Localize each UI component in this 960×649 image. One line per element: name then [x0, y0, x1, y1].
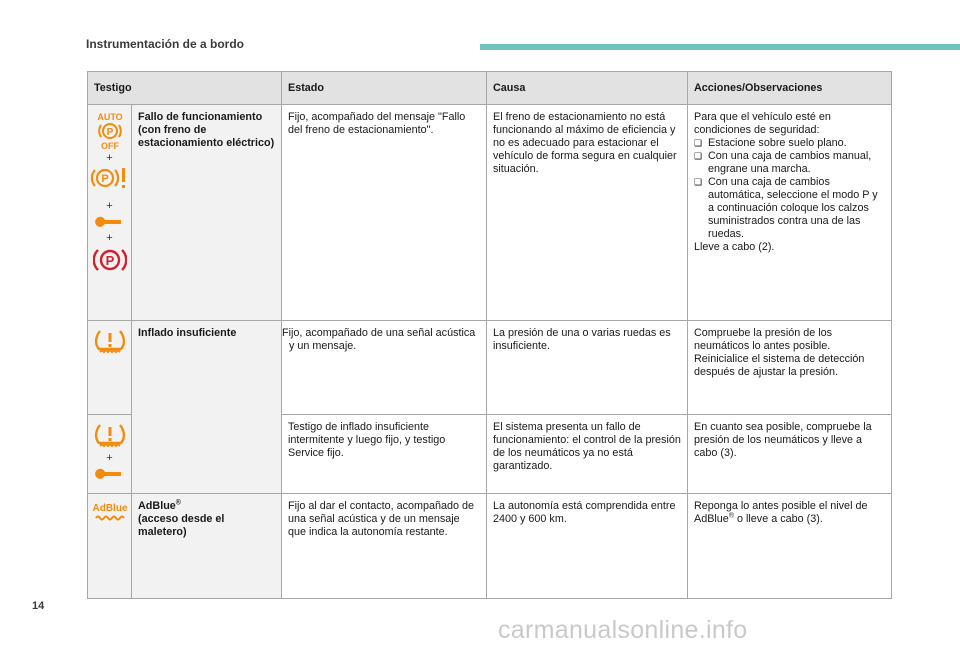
estado-cell: Fijo al dar el contacto, acompañado de una señal acústica y de un mensaje que indica la autonomía restante.	[282, 494, 487, 599]
adblue-icon-label: AdBlue	[92, 503, 127, 514]
testigo-name: Fallo de funcionamiento (con freno de estacionamiento eléctrico)	[132, 105, 282, 321]
acciones-text: Reponga lo antes posible el nivel de AdBlue	[694, 500, 868, 525]
svg-text:AUTO: AUTO	[96, 112, 123, 122]
plus-sign: +	[106, 452, 113, 464]
column-header-acciones: Acciones/Observaciones	[688, 72, 892, 105]
list-item: ❑ Con una caja de cambios manual, engrane una marcha.	[694, 150, 885, 176]
acciones-cell	[688, 494, 892, 599]
svg-text:P: P	[105, 253, 114, 268]
causa-cell: El freno de estacionamiento no está funcionando al máximo de eficiencia y no es adecuado para estacionar el vehículo de forma segura en cualquier situación.	[487, 105, 688, 321]
plus-sign: +	[106, 232, 113, 244]
causa-cell: La presión de una o varias ruedas es insuficiente.	[487, 321, 688, 415]
testigo-name	[132, 494, 282, 599]
plus-sign: +	[106, 152, 113, 164]
registered-mark: ®	[175, 499, 181, 507]
column-header-causa: Causa	[487, 72, 688, 105]
column-header-estado: Estado	[282, 72, 487, 105]
testigo-icons-cell	[88, 415, 132, 494]
acciones-cell: En cuanto sea posible, compruebe la presión de los neumáticos y lleve a cabo (3).	[688, 415, 892, 494]
estado-cell: Testigo de inflado insuficiente intermitente y luego fijo, y testigo Service fijo.	[282, 415, 487, 494]
acciones-cell	[688, 105, 892, 321]
warning-lamps-table	[87, 71, 892, 599]
causa-cell: La autonomía está comprendida entre 2400 y 600 km.	[487, 494, 688, 599]
service-wrench-icon	[93, 213, 127, 231]
adblue-name: AdBlue	[138, 500, 176, 512]
list-item: ❑ Estacione sobre suelo plano.	[694, 137, 885, 150]
header-accent-bar	[480, 44, 960, 50]
auto-off-parking-brake-icon	[93, 111, 127, 151]
svg-text:P: P	[106, 127, 113, 138]
tyre-pressure-icon	[93, 327, 127, 357]
adblue-icon	[90, 500, 130, 524]
testigo-icons-cell	[88, 105, 132, 321]
table-row	[88, 494, 892, 599]
list-item: ❑ Con una caja de cambios automática, seleccione el modo P y a continuación coloque los calzos suministrados contra una de las ruedas.	[694, 176, 885, 241]
estado-cell: Fijo, acompañado de una señal acústica y un mensaje.	[282, 321, 487, 415]
acciones-cell: Compruebe la presión de los neumáticos lo antes posible. Reinicialice el sistema de detección después de ajustar la presión.	[688, 321, 892, 415]
parking-brake-icon	[93, 245, 127, 275]
watermark: carmanualsonline.info	[498, 616, 748, 644]
acciones-intro: Para que el vehículo esté en condiciones de seguridad:	[694, 111, 831, 136]
svg-text:P: P	[100, 173, 109, 185]
adblue-name-detail: (acceso desde el maletero)	[138, 513, 225, 538]
table-row	[88, 105, 892, 321]
table-row	[88, 321, 892, 415]
column-header-testigo: Testigo	[88, 72, 282, 105]
plus-sign: +	[106, 200, 113, 212]
page-number: 14	[32, 600, 45, 612]
table-header-row	[88, 72, 892, 105]
registered-mark: ®	[728, 512, 734, 520]
parking-brake-warning-icon	[90, 165, 130, 191]
section-title: Instrumentación de a bordo	[86, 37, 245, 51]
testigo-icons-cell	[88, 494, 132, 599]
svg-text:OFF: OFF	[100, 141, 119, 151]
acciones-outro: Lleve a cabo (2).	[694, 241, 775, 253]
testigo-icons-cell	[88, 321, 132, 415]
acciones-list	[694, 137, 885, 241]
estado-cell: Fijo, acompañado del mensaje "Fallo del freno de estacionamiento".	[282, 105, 487, 321]
causa-cell: El sistema presenta un fallo de funcionamiento: el control de la presión de los neumáticos ya no está garantizado.	[487, 415, 688, 494]
acciones-text: o lleve a cabo (3).	[734, 513, 823, 525]
testigo-name: Inflado insuficiente	[132, 321, 282, 494]
tyre-pressure-icon	[93, 421, 127, 451]
service-wrench-icon	[93, 465, 127, 483]
